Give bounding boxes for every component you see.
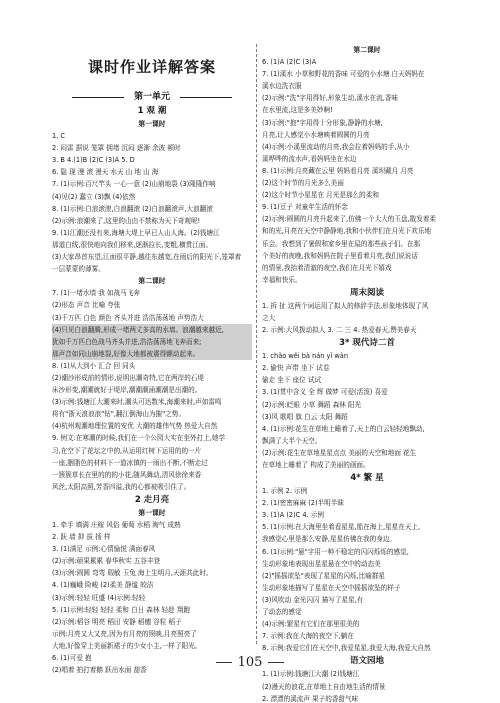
answer-block	[262, 56, 472, 286]
answer-line: 8. (1)示例:白浪滚滚,白浪翻滚 (2)白浪翻滚声,大浪翻滚	[52, 204, 213, 213]
answer-line: 2. 漂漂的溪流声 果子的香甜气味	[262, 694, 359, 703]
answer-block	[52, 287, 252, 493]
answer-line: 6. 隐 现 漫 滚 漫天 水天 山 地 山 海	[52, 168, 159, 177]
answer-line: 3. (1)A (2)C 4. 示例	[262, 511, 324, 520]
answer-line: 2. 示例:大风拨动拟人 3. 二 三 4. 热爱春天,赞美春天	[262, 326, 417, 335]
answer-line: (2)示例:"洗"字用得好,形象生动,溪水在流,香味	[262, 94, 399, 103]
answer-line: 的情景,我抬着清澈的夜空,我们在月光下嬉戏	[262, 263, 392, 272]
answer-line: 1. 牵手 填满 庄稼 风俗 葡萄 水稻 淘气 成熟	[52, 521, 181, 529]
answer-line: 大地,好像穿上美丽新裙子的少女小主,一样了阳光。	[52, 641, 202, 650]
answer-line: (4)见(2) 蠢立 (3)飘 (4)依然	[52, 192, 136, 201]
answer-line: 2. 跃 墙 抑 拔 扬 样	[52, 533, 111, 542]
period-heading: 第一课时	[138, 508, 166, 517]
page-number	[0, 655, 500, 670]
answer-line: 5. (1)示例:轻轻 轻轻 柔和 白日 森林 轻趁 翔跑	[52, 605, 191, 614]
answer-line: 4. (1)巍峨 险峻 (2)柔美 静谧 皎洁	[52, 581, 154, 590]
answer-line: 生动形象地表现出星星悬在空中的动态美	[262, 559, 381, 568]
answer-line: (2)这个时节小星星在 月光是那么的柔和	[262, 191, 379, 200]
answer-line: (2)示例:硕果累累 春华秋实 五谷丰登	[52, 557, 161, 566]
answer-line: 在水里流,这是多美妙啊!	[262, 106, 333, 115]
answer-line: 9. (1)豆子 对童年生活的怀念	[262, 203, 348, 212]
answer-line: 之大	[262, 313, 276, 322]
lesson-heading: 1 观 潮	[137, 106, 167, 116]
lesson-heading: 4* 繁 星	[350, 473, 384, 484]
answer-line: (4)杭州观潮地理位置的安优 大潮的雄伟气势 热爱大自然	[52, 422, 218, 431]
answer-line: 7. (1)示例:百尺竿头 一心一意 (2)山崩地裂 (3)隆隆作响	[52, 180, 216, 189]
answer-line: 一座,胭脂色的材料下一道冰镇的一雨出不断,不断走过	[52, 458, 208, 467]
answer-block	[52, 519, 252, 676]
answer-line: (2)示例:浪潮来了,这里的山由不禁称为天下奇观呢!	[52, 216, 201, 225]
answer-line: 那声音如同山崩地裂,好像大地都被震得颤动起来。	[52, 348, 252, 360]
answer-line: 8. (1)从大到小 汇合 回 同头	[52, 361, 136, 370]
answer-line: 飘满了大半个天空。	[262, 436, 322, 445]
answer-line: 3. B 4.(1)B (2)C (3)A 5. D	[52, 156, 135, 165]
answer-line: 2. 闷雷 据说 笼罩 拥堵 沉闷 逐渐 余波 顿时	[52, 144, 181, 153]
answer-line: (2)唱着 拍打着鹅 跃出水面 甜香	[52, 666, 147, 675]
answer-line: 风丝,太阳高照,芳香四溢,我的心都被吸引住了。	[52, 482, 191, 491]
answer-line: 1. chǎo wěi bà nán yǐ wàn	[262, 352, 348, 361]
answer-line: 一层蒙蒙的薄雾。	[52, 265, 105, 274]
unit-heading: 第一单元	[52, 90, 252, 104]
answer-line: (2)这个时节的月光多么美丽	[262, 179, 344, 188]
answer-line: 和的光,月亮在天空中静静地,我和小伙伴们在月光下欢乐地	[262, 227, 432, 236]
answer-line: 6. (1)A (2)C (3)A	[262, 58, 317, 67]
answer-line: 乐会。我想到了暑假和家乡里在屋的那些孩子们。在那	[262, 239, 421, 248]
answer-line: (3)示例:圆圆 弯弯 瑕敏 玉兔 海上生明月,天涯共此时。	[52, 569, 213, 578]
review-heading: 周末阅读	[349, 287, 384, 298]
answer-line: (3)千万匹 白色 颜色 齐头并进 浩浩荡荡地 声势浩大	[52, 313, 204, 322]
answer-line: 习,在空下了花坛之中的,从运用红树下运用的的一片	[52, 446, 202, 455]
answer-line: (2)漫天的浪花,在草地上自由地生活的情景	[262, 682, 386, 691]
answer-line: 1. 示例 2. 示例	[262, 487, 308, 496]
answer-line: (3)风 歌唱 旗 白云 太阳 舞蹈	[262, 412, 348, 421]
answer-line: 床沙形变,潮潮就好于堤岸,潮潮潮涌潮潮是出潮的。	[52, 386, 202, 395]
answer-line: (2)示例:圆圆的月亮升起来了,仿佛一个大大的玉盘,散发着柔	[262, 215, 437, 224]
answer-line: 犹如千万匹白色战马齐头并进,浩浩荡荡地飞奔而来;	[52, 336, 252, 348]
answer-line: 6. (1)示例:"悬"字用一种不稳定的闪闪烁烁的感觉,	[262, 547, 409, 556]
page-number-value: 105	[237, 655, 263, 670]
answer-line: (3)大家昂首东望,江面很平静,越往东越宽,在雨后的阳光下,笼罩着	[52, 253, 242, 262]
answer-line: 一簇簇草长在里的的的小花,随风舞动,清风徐徐来香	[52, 470, 202, 479]
lesson-heading: 2 走月亮	[134, 494, 170, 505]
answer-line: 2. 偷快 声带 坐下 试卷	[262, 364, 330, 373]
answer-line: 示例:月亮又大又亮,因为有月亮的照映,月亮照亮了	[52, 629, 197, 638]
garden-heading: 语文园地	[349, 656, 384, 667]
answer-line: 7. (1)一堵水墙 我 如战马飞奔	[52, 289, 140, 298]
left-column	[52, 88, 252, 676]
answer-line: 4. (1)示例:花生在草地上睡着了,天上的白云轻轻地飘动,	[262, 424, 425, 433]
answer-line: 9. (1)江潮还没有来,海塘大堤上早已人山人海。(2)钱塘江	[52, 228, 220, 237]
answer-line: 2. (1)密密麻麻 (2)半明半昧	[262, 499, 344, 508]
answer-block	[262, 485, 472, 654]
answer-line: 我感觉心里是那么安静,星星仿佛在我的身边。	[262, 535, 396, 544]
answer-line: 6. (1)可爱 抱	[52, 654, 92, 663]
answer-line: (3)示例:"抱"字用得十分形象,静静的水塘,	[262, 118, 383, 127]
answer-line: 了动态的感觉	[262, 608, 302, 617]
right-column	[262, 44, 472, 703]
column-divider	[256, 44, 257, 644]
answer-block	[262, 350, 472, 471]
answer-line: 7. (1)溪水 小草和野花的香味 可爱的小水塘 白天妈妈在	[262, 70, 425, 79]
answer-block	[52, 130, 252, 275]
page-number-dash	[268, 662, 284, 663]
answer-line: 溪水边洗衣服	[262, 82, 302, 91]
answer-line: (2)"摇摇欲坠"表现了星星的闪烁,比喻群星	[262, 571, 386, 580]
answer-line: 3. (1)贯中含义 全 辉 做梦 可爱(活泼) 喜爱	[262, 388, 388, 397]
answer-line: (2)示例:眨眼 小草 舞蹈 森林 阳光	[262, 400, 362, 409]
answer-line: 8. 示例:我爱它们在天空中,我爱星星,我爱大海,我爱大自然	[262, 644, 431, 653]
answer-line: 1. 拆 扯 这两个词运用了拟人的修辞手法,形象地体现了风	[262, 301, 429, 310]
answer-line: 1. (1)示例:钱塘江大潮 (2)钱塘江	[262, 670, 360, 679]
answer-line: 生动形象地描写了星星在天空中摇摇欲坠的样子	[262, 583, 401, 592]
answer-line: 个美好的夜晚,我和妈妈在院子里看着月亮,我们说说话	[262, 251, 418, 260]
answer-line: (2)形态 声音 比喻 夸张	[52, 301, 121, 310]
answer-line: (3)示例:钱塘江大潮来时,潮头可达数米,海潮来时,声如雷鸣	[52, 398, 222, 407]
answer-line: (4)示例:小溪里流动的月亮,我会拉着妈妈的手,从小	[262, 142, 410, 151]
page-number-dash	[216, 662, 232, 663]
answer-line: 1. C	[52, 132, 65, 141]
answer-line: (2)示例:稻谷 明亮 稻田 安静 稻穗 谷粒 稻子	[52, 617, 182, 626]
answer-block	[262, 668, 472, 703]
answer-line: (3)示例:轻轻 旺盛 (4)示例:轻轻	[52, 593, 146, 602]
answer-line: 偷走 坐下 座位 试试	[262, 376, 322, 385]
period-heading: 第二课时	[138, 277, 166, 286]
answer-line: 幸福和快乐。	[262, 275, 302, 284]
answer-line: 8. (1)示例:月亮藏在云里 妈妈看月亮 溪坝戴月 月亮	[262, 166, 414, 175]
answer-line: 将有"浙天浪浪浪"钻",翻江倒海山为摧"之势。	[52, 410, 185, 419]
answer-line: 3. (1)满足 示例:心情愉悦 满面春风	[52, 545, 156, 554]
lesson-heading: 3* 现代诗二首	[339, 338, 395, 349]
period-heading: 第二课时	[353, 46, 381, 54]
answer-line: 月亮,让人感觉小水塘映着圆圆的月亮	[262, 130, 370, 139]
answer-block	[262, 300, 472, 336]
answer-line: 9. 例文:在寒潮的时候,我们在一个公园大实在坐外打上,她学	[52, 434, 226, 443]
answer-line: (3)风吹动 金光闪闪 描写了星星,有	[262, 595, 364, 604]
answer-line: (2)示例:花生在草地星星点点 美丽的天空和地面 花生	[262, 448, 417, 457]
answer-line: (4)示例:繁星有它们在那里很美的	[262, 620, 360, 629]
answer-line: 在草地上睡着了 构成了美丽的画面。	[262, 461, 370, 469]
answer-line: 溪哗哗的流水声,看妈妈坐在水边	[262, 154, 357, 163]
answer-line: (2)潮沙形成前的情形,说明出潮奇特,它在两岸的石堤	[52, 373, 204, 382]
answer-line: (4)只见白浪翻腾,形成一堵两丈多高的水墙。浪潮越来越近,	[52, 324, 252, 336]
answer-line: 那道白线,很快地向我们移来,逐渐拉长,变粗,横贯江面。	[52, 240, 213, 249]
period-heading: 第一课时	[138, 120, 166, 128]
answer-line: 5. (1)示例:在大海里坐着看星星,船在海上,星星在天上,	[262, 523, 421, 532]
page-title: 课时作业详解答案	[87, 58, 216, 76]
answer-line: 7. 示例:我在大海的夜空下,躺在	[262, 632, 354, 641]
